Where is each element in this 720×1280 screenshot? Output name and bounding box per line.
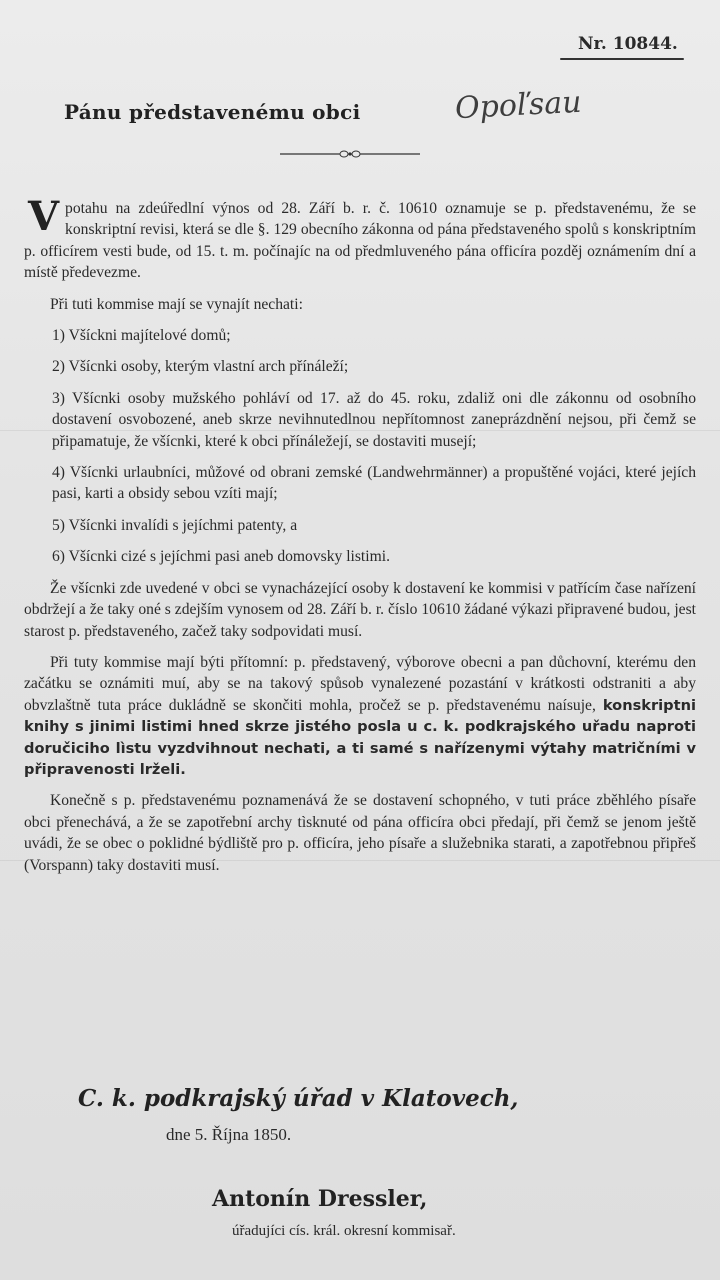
final-paragraph: Konečně s p. představenému poznamenává že se dostavení schopného, v tuti práce zběhlého písaře obci přenechává, a že se zapotřební archy tìsknuté od pána officíra obci předají, při čemž se jenom ještě uvádi, že se obec o poklidné býdliště pro p. officíra, jeho písaře a služebnika starati, a zapotřebnou připřeš (Vorspann) taky dostaviti musí.	[24, 792, 696, 874]
signer-name: Antonín Dressler,	[212, 1186, 428, 1212]
intro-paragraph	[24, 193, 696, 284]
issue-date: dne 5. Října 1850.	[166, 1125, 292, 1144]
list-item: 1) Všíckni majítelové domů;	[52, 327, 231, 345]
responsibility-paragraph: Že všícnki zde uvedené v obci se vynacházející osoby k dostavení ke kommisi v patřícím čase nařízení obdržejí a že taky oné s zdejším vynosem od 28. Září b. r. číslo 10610 žádané výkazi připravené budou, jest starost p. představeného, začež taky sodpovidati musí.	[24, 579, 696, 640]
signer-title: úřadujíci cís. král. okresní kommisař.	[232, 1223, 456, 1239]
list-item: 5) Všícnki invalídi s jejíchmi patenty, a	[52, 516, 298, 534]
list-item: 3) Všícnki osoby mužského pohláví od 17. až do 45. roku, zdaliž oni dle zákonnu od osobního dostavení osvobozené, aneb skrze nevihnutedlnou nepřítomnost zaneprázdnění nejsou, při čemž se připamatuje, že všícnki, které k obci přínáležejí, se dostaviti musejí;	[52, 389, 696, 450]
list-intro: Při tuti kommise mají se vynajít nechati:	[50, 295, 303, 313]
document-number: Nr. 10844.	[578, 34, 678, 54]
presence-paragraph	[24, 652, 696, 780]
intro-drop-cap: V	[28, 193, 60, 240]
presence-text: Při tuty kommise mají býti přítomní: p. představený, výborove obecni a pan důchovní, kterému den začátku se oznámiti muí, aby se na takový spůsob vynalezené pozastání v krátkosti odstraniti a aby obvzlaštně tuta práce dukládně se skončiti mohla, pročež se p. představenému naísuje,	[24, 653, 696, 714]
list-item: 4) Všícnki urlaubníci, můžové od obrani zemské (Landwehrmänner) a propuštěné vojáci, které jejích pasi, karti a obsidy sebou vzíti mají;	[52, 464, 696, 503]
document-body	[24, 193, 696, 886]
ornament-divider-icon	[280, 148, 420, 160]
intro-text: potahu na zdeúředlní výnos od 28. Září b. r. č. 10610 oznamuje se p. představenému, že se konskriptní revisi, která se dle §. 129 obecního zákonna od pána představeného spolů s konskriptním p. officírem vesti bude, od 15. t. m. počínajíc na od předmluveného pána officíra pozděj oznámením dní a místě předevezme.	[24, 200, 696, 282]
presence-emphasis: konskriptni knihy s jinimi listimi hned skrze jistého posla u c. k. podkrajského uřadu naproti doručiciho lìstu vyzdvihnout nechati, a ti samé s nařízenymi výtahy matričními v připravenosti lrželi.	[24, 696, 696, 778]
document-number-underline	[560, 58, 684, 60]
list-item: 2) Všícnki osoby, kterým vlastní arch přínáleží;	[52, 358, 349, 376]
document-title: Pánu představenému obci	[64, 100, 361, 124]
list-item: 6) Všícnki cizé s jejíchmi pasi aneb domovsky listimi.	[52, 548, 390, 566]
handwritten-village-name: Opoľsau	[454, 84, 583, 127]
issuing-office: C. k. podkrajský úřad v Klatovech,	[78, 1085, 519, 1112]
